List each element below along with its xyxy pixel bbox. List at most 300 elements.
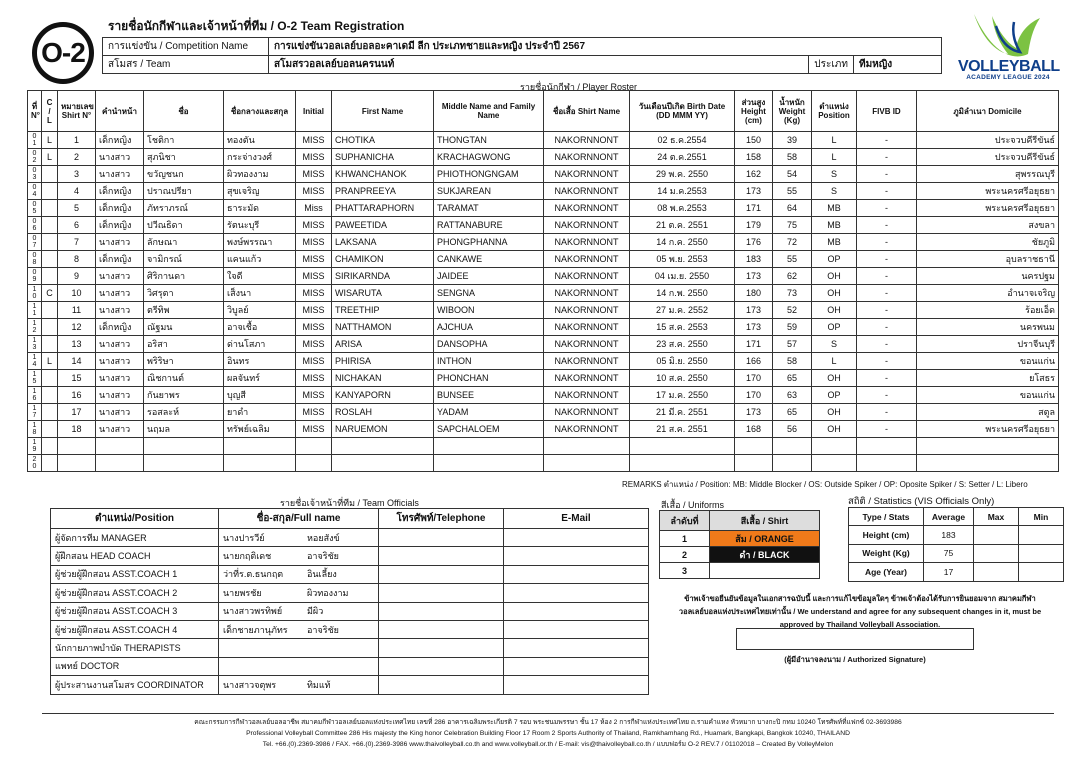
player-number-digit: 1 — [32, 337, 37, 344]
player-first-name: ROSLAH — [332, 404, 434, 421]
official-email — [504, 639, 649, 657]
player-first-name — [332, 438, 434, 455]
player-cl: C — [42, 285, 58, 302]
player-family-name: TARAMAT — [434, 200, 544, 217]
player-name-th: วิศรุตา — [144, 285, 224, 302]
roster-row — [28, 268, 1059, 285]
player-first-name: NICHAKAN — [332, 370, 434, 387]
uniforms-table — [659, 510, 820, 579]
player-domicile: พระนครศรีอยุธยา — [917, 183, 1059, 200]
player-number-digit: 4 — [32, 361, 37, 368]
player-initial: MISS — [296, 421, 332, 438]
player-title-th: นางสาว — [96, 149, 144, 166]
official-full-name — [219, 676, 379, 694]
player-title-th: เด็กหญิง — [96, 217, 144, 234]
player-family-name: BUNSEE — [434, 387, 544, 404]
player-name-th: ขวัญชนก — [144, 166, 224, 183]
player-family-name: PHIOTHONGNGAM — [434, 166, 544, 183]
player-shirt-no: 16 — [58, 387, 96, 404]
player-initial: MISS — [296, 370, 332, 387]
player-weight — [773, 455, 812, 472]
official-row — [51, 547, 649, 565]
player-title-th — [96, 438, 144, 455]
player-first-name: KANYAPORN — [332, 387, 434, 404]
col-surname-th: ชื่อกลางและสกุล — [224, 91, 296, 132]
player-surname-th: ยาดำ — [224, 404, 296, 421]
player-birth-date — [630, 455, 735, 472]
col-birth-date: วันเดือนปีเกิด Birth Date (DD MMM YY) — [630, 91, 735, 132]
player-height: 183 — [735, 251, 773, 268]
player-surname-th: ผลจันทร์ — [224, 370, 296, 387]
player-name-th — [144, 438, 224, 455]
player-family-name: AJCHUA — [434, 319, 544, 336]
player-cl — [42, 319, 58, 336]
player-domicile: ยโสธร — [917, 370, 1059, 387]
official-first-name: นางปารวีย์ — [223, 532, 265, 543]
roster-row — [28, 370, 1059, 387]
player-shirt-name: NAKORNNONT — [544, 336, 630, 353]
player-number-digit: 9 — [32, 276, 37, 283]
player-shirt-name — [544, 438, 630, 455]
player-number-digit: 0 — [32, 133, 37, 140]
official-email — [504, 584, 649, 602]
col-stat-type: Type / Stats — [849, 508, 924, 526]
player-cl — [42, 387, 58, 404]
player-position: OH — [812, 370, 857, 387]
player-cl — [42, 268, 58, 285]
official-phone — [379, 602, 504, 620]
player-height: 173 — [735, 319, 773, 336]
player-fivb-id: - — [857, 353, 917, 370]
player-domicile: อำนาจเจริญ — [917, 285, 1059, 302]
player-shirt-name: NAKORNNONT — [544, 200, 630, 217]
uniform-row — [660, 531, 820, 547]
player-fivb-id: - — [857, 149, 917, 166]
player-shirt-no: 2 — [58, 149, 96, 166]
col-title-th: คำนำหน้า — [96, 91, 144, 132]
player-fivb-id — [857, 438, 917, 455]
player-weight: 39 — [773, 132, 812, 149]
player-number-digit: 7 — [32, 412, 37, 419]
player-cl — [42, 217, 58, 234]
player-shirt-no: 8 — [58, 251, 96, 268]
col-domicile: ภูมิลำเนา Domicile — [917, 91, 1059, 132]
player-family-name: RATTANABURE — [434, 217, 544, 234]
stat-type: Height (cm) — [849, 526, 924, 545]
player-surname-th: พงษ์พรรณา — [224, 234, 296, 251]
player-birth-date: 29 พ.ค. 2550 — [630, 166, 735, 183]
player-first-name: PHIRISA — [332, 353, 434, 370]
player-initial: MISS — [296, 217, 332, 234]
official-last-name: อินเลี้ยง — [307, 569, 337, 580]
player-cl: L — [42, 132, 58, 149]
player-position: MB — [812, 234, 857, 251]
player-position — [812, 438, 857, 455]
logo-wordmark: VOLLEYBALL — [958, 58, 1060, 75]
stat-average: 183 — [924, 526, 974, 545]
player-number-digit: 1 — [32, 303, 37, 310]
player-number-digit: 1 — [32, 388, 37, 395]
player-number-digit: 0 — [32, 252, 37, 259]
player-shirt-no: 11 — [58, 302, 96, 319]
player-domicile: อุบลราชธานี — [917, 251, 1059, 268]
player-surname-th: แคนแก้ว — [224, 251, 296, 268]
player-number-digit: 8 — [32, 259, 37, 266]
player-shirt-no: 9 — [58, 268, 96, 285]
signature-field[interactable] — [736, 628, 974, 650]
player-position: MB — [812, 217, 857, 234]
player-name-th: นฤมล — [144, 421, 224, 438]
player-number-digit: 6 — [32, 225, 37, 232]
player-fivb-id: - — [857, 132, 917, 149]
player-family-name: PHONGPHANNA — [434, 234, 544, 251]
col-weight: น้ำหนัก Weight (Kg) — [773, 91, 812, 132]
roster-row — [28, 421, 1059, 438]
player-shirt-no: 14 — [58, 353, 96, 370]
player-title-th: นางสาว — [96, 387, 144, 404]
official-email — [504, 529, 649, 547]
player-birth-date: 21 ส.ค. 2551 — [630, 421, 735, 438]
player-initial: MISS — [296, 336, 332, 353]
player-shirt-name: NAKORNNONT — [544, 285, 630, 302]
player-shirt-no: 3 — [58, 166, 96, 183]
player-number — [28, 251, 42, 268]
player-number-digit: 1 — [32, 439, 37, 446]
official-phone — [379, 565, 504, 583]
player-number-digit: 0 — [32, 150, 37, 157]
player-birth-date: 17 ม.ค. 2550 — [630, 387, 735, 404]
player-shirt-name: NAKORNNONT — [544, 132, 630, 149]
form-badge: O-2 — [32, 22, 94, 84]
official-last-name: อาจริชัย — [307, 624, 339, 635]
player-number-digit: 3 — [32, 174, 37, 181]
player-shirt-name: NAKORNNONT — [544, 387, 630, 404]
player-shirt-name: NAKORNNONT — [544, 404, 630, 421]
player-number — [28, 302, 42, 319]
player-surname-th: ทรัพย์เฉลิม — [224, 421, 296, 438]
player-first-name: TREETHIP — [332, 302, 434, 319]
footer-line-3: Tel. +66.(0).2369-3986 / FAX. +66.(0).2369-3986 www.thaivolleyball.co.th and www.volleyball.or.th / E-mail: vis@thaivolleyball.co.th / แบบฟอร์ม O-2 REV.7 / 01102018 – Created By VolleyMelon — [262, 741, 834, 748]
player-weight: 54 — [773, 166, 812, 183]
player-number — [28, 234, 42, 251]
player-initial: MISS — [296, 404, 332, 421]
player-number-digit: 5 — [32, 208, 37, 215]
official-full-name — [219, 584, 379, 602]
player-domicile: พระนครศรีอยุธยา — [917, 421, 1059, 438]
official-row — [51, 584, 649, 602]
player-surname-th — [224, 455, 296, 472]
col-uniform-order: ลำดับที่ — [660, 511, 710, 531]
player-name-th: พริริษา — [144, 353, 224, 370]
player-family-name: SUKJAREAN — [434, 183, 544, 200]
player-position: OP — [812, 319, 857, 336]
player-surname-th: ทองตัน — [224, 132, 296, 149]
official-email — [504, 602, 649, 620]
player-fivb-id: - — [857, 336, 917, 353]
player-shirt-no: 17 — [58, 404, 96, 421]
player-first-name: NARUEMON — [332, 421, 434, 438]
roster-row — [28, 251, 1059, 268]
player-initial: MISS — [296, 132, 332, 149]
official-last-name: มีผิว — [307, 606, 324, 617]
col-cl: C / L — [42, 91, 58, 132]
official-email — [504, 547, 649, 565]
player-height: 173 — [735, 183, 773, 200]
player-fivb-id: - — [857, 268, 917, 285]
player-family-name: PHONCHAN — [434, 370, 544, 387]
footer-line-2: Professional Volleyball Committee 286 His majesty the King honor Celebration Building Floor 17 Room 2 Sports Authority of Thailand, Ramkhamhang Rd., Huamark, Bangkapi, Bangkok 10240, THAILAND — [246, 730, 850, 737]
player-number — [28, 421, 42, 438]
player-weight — [773, 438, 812, 455]
player-number — [28, 149, 42, 166]
player-number — [28, 336, 42, 353]
official-row — [51, 602, 649, 620]
player-shirt-no: 10 — [58, 285, 96, 302]
player-number — [28, 183, 42, 200]
official-first-name: เด็กชายภานุภัทร — [223, 624, 288, 635]
col-stat-max: Max — [974, 508, 1019, 526]
player-number — [28, 268, 42, 285]
player-surname-th: อาจเชื้อ — [224, 319, 296, 336]
player-first-name: SIRIKARNDA — [332, 268, 434, 285]
official-last-name: อาจริชัย — [307, 551, 339, 562]
official-phone — [379, 676, 504, 694]
player-shirt-no: 12 — [58, 319, 96, 336]
official-position: ผู้ฝึกสอน HEAD COACH — [51, 547, 219, 565]
player-cl — [42, 302, 58, 319]
official-phone — [379, 529, 504, 547]
player-number-digit: 4 — [32, 191, 37, 198]
col-name-th: ชื่อ — [144, 91, 224, 132]
player-first-name: CHOTIKA — [332, 132, 434, 149]
player-title-th: นางสาว — [96, 404, 144, 421]
player-position: OH — [812, 421, 857, 438]
player-fivb-id: - — [857, 285, 917, 302]
player-weight: 56 — [773, 421, 812, 438]
player-name-th: รอสละห์ — [144, 404, 224, 421]
player-number-digit: 2 — [32, 327, 37, 334]
player-title-th: เด็กหญิง — [96, 200, 144, 217]
player-shirt-no: 5 — [58, 200, 96, 217]
player-domicile: นครปฐม — [917, 268, 1059, 285]
player-birth-date: 27 ม.ค. 2552 — [630, 302, 735, 319]
official-first-name: ว่าที่ร.ต.ธนกฤต — [223, 569, 284, 580]
player-surname-th: ด่านโสภา — [224, 336, 296, 353]
player-weight: 59 — [773, 319, 812, 336]
col-height: ส่วนสูง Height (cm) — [735, 91, 773, 132]
player-name-th: ปราณปรียา — [144, 183, 224, 200]
official-email — [504, 657, 649, 675]
footer-line-1: คณะกรรมการกีฬาวอลเลย์บอลอาชีพ สมาคมกีฬาวอลเลย์บอลแห่งประเทศไทย เลขที่ 286 อาคารเฉลิมพระเกียรติ 7 รอบ พระชนมพรรษา ชั้น 17 ห้อง 2 การกีฬาแห่งประเทศไทย ถ.รามคำแหง หัวหมาก บางกะปิ กทม 10240 โทรศัพท์ที่แฟกซ์ 02-3693986 — [194, 719, 902, 726]
player-cl: L — [42, 149, 58, 166]
player-family-name: JAIDEE — [434, 268, 544, 285]
player-cl — [42, 370, 58, 387]
player-domicile: ขอนแก่น — [917, 353, 1059, 370]
player-number — [28, 319, 42, 336]
player-number-digit: 0 — [32, 269, 37, 276]
player-name-th: ณิชกานต์ — [144, 370, 224, 387]
player-shirt-no: 15 — [58, 370, 96, 387]
roster-row — [28, 353, 1059, 370]
player-name-th: ศิริกานดา — [144, 268, 224, 285]
officials-header-row — [51, 509, 649, 529]
uniforms-header-row — [660, 511, 820, 531]
col-official-position: ตำแหน่ง/Position — [51, 509, 219, 529]
col-initial: Initial — [296, 91, 332, 132]
official-row — [51, 565, 649, 583]
wing-icon — [974, 14, 1040, 56]
player-fivb-id: - — [857, 217, 917, 234]
player-number-digit: 8 — [32, 429, 37, 436]
player-surname-th: วิบูลย์ — [224, 302, 296, 319]
official-phone — [379, 657, 504, 675]
roster-row — [28, 200, 1059, 217]
player-number-digit: 1 — [32, 286, 37, 293]
stat-min — [1019, 563, 1064, 582]
player-number-digit: 1 — [32, 140, 37, 147]
roster-row — [28, 149, 1059, 166]
roster-row — [28, 387, 1059, 404]
player-height: 173 — [735, 268, 773, 285]
player-shirt-name: NAKORNNONT — [544, 251, 630, 268]
player-height — [735, 438, 773, 455]
player-weight: 63 — [773, 387, 812, 404]
col-official-phone: โทรศัพท์/Telephone — [379, 509, 504, 529]
player-initial: MISS — [296, 268, 332, 285]
player-fivb-id: - — [857, 234, 917, 251]
player-shirt-name: NAKORNNONT — [544, 149, 630, 166]
agreement-line-1: ข้าพเจ้าขอยืนยันข้อมูลในเอกสารฉบับนี้ และการแก้ไขข้อมูลใดๆ ข้าพเจ้าต้องได้รับการยินยอมจาก สมาคมกีฬา — [684, 594, 1036, 603]
player-fivb-id: - — [857, 166, 917, 183]
roster-row — [28, 217, 1059, 234]
player-height: 158 — [735, 149, 773, 166]
player-shirt-no: 4 — [58, 183, 96, 200]
player-domicile — [917, 438, 1059, 455]
statistics-caption: สถิติ / Statistics (VIS Officials Only) — [848, 496, 995, 507]
player-birth-date: 14 ก.ค. 2550 — [630, 234, 735, 251]
player-name-th — [144, 455, 224, 472]
col-shirt-no: หมายเลข Shirt N° — [58, 91, 96, 132]
player-initial: MISS — [296, 234, 332, 251]
official-position: ผู้ช่วยผู้ฝึกสอน ASST.COACH 1 — [51, 565, 219, 583]
col-first-name: First Name — [332, 91, 434, 132]
player-height: 168 — [735, 421, 773, 438]
stat-type: Weight (Kg) — [849, 544, 924, 563]
official-position: ผู้ช่วยผู้ฝึกสอน ASST.COACH 4 — [51, 620, 219, 638]
team-officials-table — [50, 508, 649, 695]
official-last-name: หอยสังข์ — [307, 532, 340, 543]
form-title: รายชื่อนักกีฬาและเจ้าหน้าที่ทีม / O-2 Team Registration — [108, 19, 405, 33]
player-domicile: ประจวบคีรีขันธ์ — [917, 149, 1059, 166]
player-family-name: KRACHAGWONG — [434, 149, 544, 166]
roster-row — [28, 285, 1059, 302]
official-position: ผู้ช่วยผู้ฝึกสอน ASST.COACH 2 — [51, 584, 219, 602]
col-no: ที่ N° — [28, 91, 42, 132]
roster-row — [28, 302, 1059, 319]
player-first-name: NATTHAMON — [332, 319, 434, 336]
player-weight: 55 — [773, 183, 812, 200]
player-birth-date — [630, 438, 735, 455]
player-number — [28, 438, 42, 455]
player-number-digit: 1 — [32, 320, 37, 327]
player-initial — [296, 438, 332, 455]
roster-row — [28, 404, 1059, 421]
player-birth-date: 05 พ.ย. 2553 — [630, 251, 735, 268]
player-number — [28, 132, 42, 149]
player-position: MB — [812, 200, 857, 217]
player-fivb-id: - — [857, 319, 917, 336]
player-position: L — [812, 132, 857, 149]
player-birth-date: 05 มิ.ย. 2550 — [630, 353, 735, 370]
player-shirt-no: 6 — [58, 217, 96, 234]
player-initial: MISS — [296, 285, 332, 302]
player-position: OH — [812, 404, 857, 421]
stats-header-row — [849, 508, 1064, 526]
roster-header-row — [28, 91, 1059, 132]
player-domicile: ปราจีนบุรี — [917, 336, 1059, 353]
player-number-digit: 0 — [32, 293, 37, 300]
official-row — [51, 529, 649, 547]
col-stat-min: Min — [1019, 508, 1064, 526]
player-surname-th: อินทร — [224, 353, 296, 370]
player-domicile: นครพนม — [917, 319, 1059, 336]
official-row — [51, 676, 649, 694]
official-position: ผู้ช่วยผู้ฝึกสอน ASST.COACH 3 — [51, 602, 219, 620]
player-height: 173 — [735, 404, 773, 421]
official-first-name: นางสาวพรทิพย์ — [223, 606, 283, 617]
player-name-th: ภัทราภรณ์ — [144, 200, 224, 217]
stat-min — [1019, 526, 1064, 545]
col-family-name: Middle Name and Family Name — [434, 91, 544, 132]
player-cl — [42, 200, 58, 217]
player-height: 150 — [735, 132, 773, 149]
player-title-th: เด็กหญิง — [96, 319, 144, 336]
roster-row — [28, 234, 1059, 251]
player-height: 170 — [735, 370, 773, 387]
player-title-th: นางสาว — [96, 302, 144, 319]
player-domicile: สตูล — [917, 404, 1059, 421]
player-family-name — [434, 438, 544, 455]
player-cl — [42, 404, 58, 421]
player-surname-th: เส็งนา — [224, 285, 296, 302]
player-title-th: นางสาว — [96, 268, 144, 285]
player-surname-th: กระจ่างวงศ์ — [224, 149, 296, 166]
player-weight: 64 — [773, 200, 812, 217]
player-initial: MISS — [296, 302, 332, 319]
player-birth-date: 21 มี.ค. 2551 — [630, 404, 735, 421]
player-domicile: สุพรรณบุรี — [917, 166, 1059, 183]
player-title-th — [96, 455, 144, 472]
player-cl: L — [42, 353, 58, 370]
player-birth-date: 15 ส.ค. 2553 — [630, 319, 735, 336]
player-family-name: CANKAWE — [434, 251, 544, 268]
player-domicile: ขอนแก่น — [917, 387, 1059, 404]
roster-row — [28, 455, 1059, 472]
player-number-digit: 0 — [32, 218, 37, 225]
player-shirt-name: NAKORNNONT — [544, 166, 630, 183]
player-number-digit: 0 — [32, 463, 37, 470]
player-name-th: กันยาพร — [144, 387, 224, 404]
player-weight: 62 — [773, 268, 812, 285]
player-family-name: THONGTAN — [434, 132, 544, 149]
player-title-th: นางสาว — [96, 370, 144, 387]
player-shirt-name: NAKORNNONT — [544, 234, 630, 251]
statistics-table — [848, 507, 1064, 582]
player-family-name: SENGNA — [434, 285, 544, 302]
player-birth-date: 14 ก.พ. 2550 — [630, 285, 735, 302]
official-row — [51, 657, 649, 675]
player-number-digit: 0 — [32, 184, 37, 191]
